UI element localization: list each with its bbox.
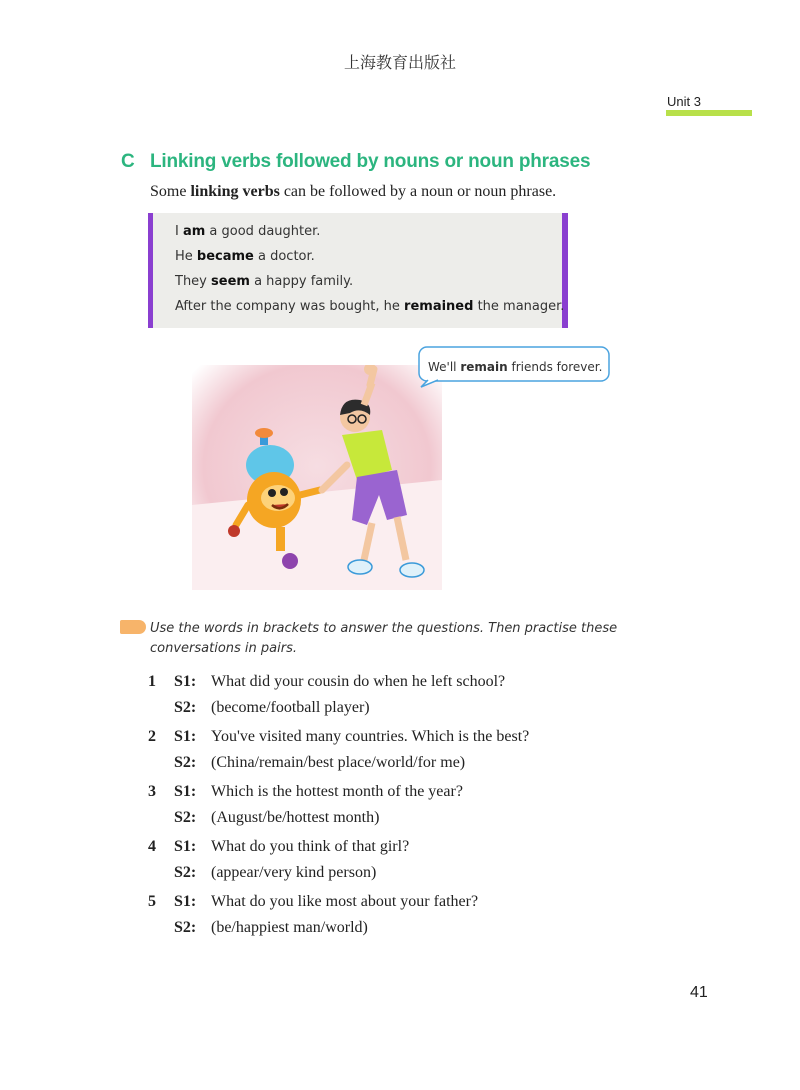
answer-prompt: (China/remain/best place/world/for me): [211, 754, 466, 771]
intro-text-end: can be followed by a noun or noun phrase.: [279, 183, 557, 200]
speaker-label: S2:: [174, 919, 197, 936]
speaker-label: S2:: [174, 699, 197, 716]
speaker-label: S2:: [174, 754, 197, 771]
example-sentence: They seem a happy family.: [175, 274, 354, 289]
speaker-label: S1:: [174, 838, 197, 855]
answer-prompt: (August/be/hottest month): [211, 809, 380, 826]
answer-prompt: (be/happiest man/world): [211, 919, 368, 936]
question-number: 5: [148, 893, 156, 910]
question-number: 4: [148, 838, 156, 855]
answer-prompt: (become/football player): [211, 699, 370, 716]
instruction-text: Use the words in brackets to answer the questions. Then practise these conversations in pairs.: [150, 621, 618, 656]
intro-bold-term: linking verbs: [190, 183, 280, 200]
question-number: 3: [148, 783, 156, 800]
question-text: What did your cousin do when he left school?: [211, 673, 506, 690]
section-title: Linking verbs followed by nouns or noun phrases: [150, 151, 591, 172]
question-text: What do you like most about your father?: [211, 893, 479, 910]
speaker-label: S1:: [174, 728, 197, 745]
example-sentence: He became a doctor.: [175, 249, 315, 264]
speaker-label: S1:: [174, 673, 197, 690]
section-letter: C: [121, 151, 135, 172]
question-text: Which is the hottest month of the year?: [211, 783, 463, 800]
example-sentence: After the company was bought, he remained the manager.: [175, 299, 565, 314]
speaker-label: S2:: [174, 809, 197, 826]
cartoon-illustration: [192, 365, 442, 590]
question-text: You've visited many countries. Which is the best?: [211, 728, 530, 745]
section-intro: [150, 183, 556, 201]
speaker-label: S1:: [174, 893, 197, 910]
question-number: 2: [148, 728, 156, 745]
speech-bubble-text: We'll remain friends forever.: [428, 360, 603, 374]
speaker-label: S2:: [174, 864, 197, 881]
unit-label: Unit 3: [667, 94, 701, 109]
publisher-header: 上海教育出版社: [343, 53, 456, 72]
question-text: What do you think of that girl?: [211, 838, 410, 855]
instruction-marker: [120, 620, 146, 634]
unit-accent-bar: [666, 110, 752, 116]
page-number: 41: [690, 984, 708, 1001]
speaker-label: S1:: [174, 783, 197, 800]
example-sentence: I am a good daughter.: [175, 224, 321, 239]
question-number: 1: [148, 673, 156, 690]
example-box-left-bar: [148, 213, 153, 328]
intro-text: Some: [150, 183, 191, 200]
answer-prompt: (appear/very kind person): [211, 864, 377, 881]
